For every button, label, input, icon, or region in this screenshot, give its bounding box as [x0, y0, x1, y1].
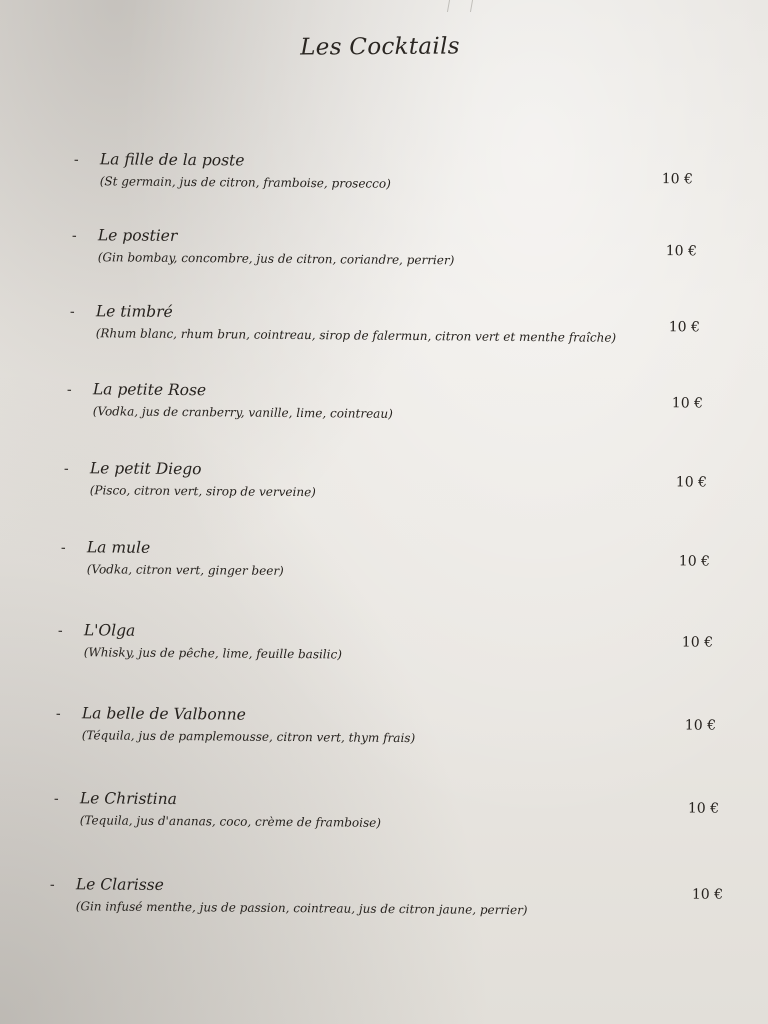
item-price: 10 € [661, 171, 694, 188]
menu-title: Les Cocktails [300, 33, 460, 61]
item-dash: - [71, 227, 77, 245]
menu-item [49, 875, 724, 937]
item-dash: - [73, 151, 79, 169]
menu-item [58, 621, 718, 683]
item-price: 10 € [671, 395, 704, 412]
item-ingredients: (St germain, jus de citron, framboise, prosecco) [99, 174, 391, 191]
item-name: La mule [86, 538, 151, 557]
item-name: La belle de Valbonne [81, 704, 246, 724]
item-name: Le timbré [95, 302, 173, 321]
item-price: 10 € [675, 474, 708, 491]
item-dash: - [69, 303, 75, 321]
menu-item [56, 704, 716, 766]
menu-item [67, 380, 727, 442]
item-ingredients: (Pisco, citron vert, sirop de verveine) [89, 483, 316, 500]
item-name: La petite Rose [92, 380, 207, 400]
item-price: 10 € [684, 717, 717, 734]
menu-item [53, 789, 720, 851]
item-dash: - [57, 622, 63, 640]
item-ingredients: (Rhum blanc, rhum brun, cointreau, sirop de falermun, citron vert et menthe fraîche) [95, 326, 617, 345]
item-name: Le postier [97, 226, 178, 245]
item-ingredients: (Tequila, jus d'ananas, coco, crème de framboise) [79, 813, 381, 830]
item-dash: - [55, 705, 61, 723]
item-price: 10 € [681, 634, 714, 651]
item-name: La fille de la poste [99, 150, 245, 170]
item-ingredients: (Vodka, jus de cranberry, vanille, lime, cointreau) [92, 404, 393, 421]
item-name: Le petit Diego [89, 459, 202, 479]
item-price: 10 € [668, 319, 701, 336]
item-price: 10 € [665, 243, 698, 260]
paper-fold-mark [447, 0, 473, 12]
item-ingredients: (Gin bombay, concombre, jus de citron, coriandre, perrier) [97, 250, 455, 268]
item-price: 10 € [687, 800, 720, 817]
item-ingredients: (Gin infusé menthe, jus de passion, cointreau, jus de citron jaune, perrier) [75, 899, 528, 918]
item-name: L'Olga [83, 621, 136, 640]
item-name: Le Christina [79, 789, 177, 809]
item-dash: - [49, 876, 55, 894]
item-dash: - [66, 381, 72, 399]
item-ingredients: (Whisky, jus de pêche, lime, feuille basilic) [83, 645, 342, 662]
menu-item [72, 226, 732, 288]
menu-item [74, 150, 734, 212]
item-price: 10 € [691, 886, 724, 903]
menu-item [64, 459, 724, 521]
item-price: 10 € [678, 553, 711, 570]
item-ingredients: (Vodka, citron vert, ginger beer) [86, 562, 284, 578]
item-dash: - [63, 460, 69, 478]
menu-item [61, 538, 721, 600]
item-dash: - [60, 539, 66, 557]
item-name: Le Clarisse [75, 875, 164, 894]
item-dash: - [53, 790, 59, 808]
item-ingredients: (Téquila, jus de pamplemousse, citron vert, thym frais) [81, 728, 416, 746]
menu-item [70, 302, 730, 364]
